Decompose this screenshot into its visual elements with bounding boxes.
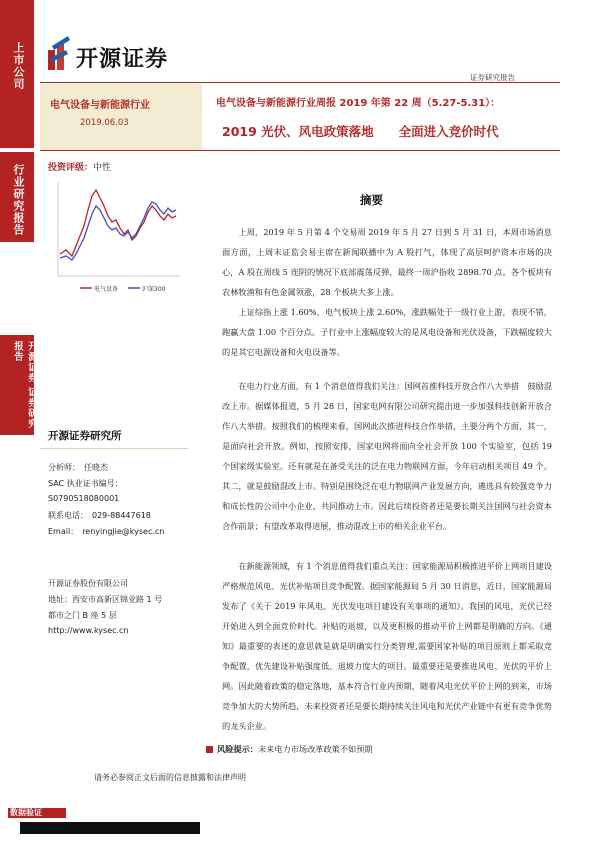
footer-tag-label: 数据验证 <box>10 808 42 817</box>
paragraph-market <box>222 222 552 362</box>
contact-email[interactable]: Email： renyingjie@kysec.cn <box>48 527 165 536</box>
risk-label: 风险提示： <box>217 744 258 754</box>
report-headline: 2019 光伏、风电政策落地 全面进入竞价时代 <box>222 124 499 139</box>
risk-text: 未来电力市场改革政策不如预期 <box>257 744 373 754</box>
chart-svg <box>46 176 184 304</box>
contact-phone: 联系电话： 029-88447618 <box>48 511 151 520</box>
address-line-2: 都市之门 B 座 5 层 <box>48 611 117 620</box>
disclaimer: 请务必参阅正文后面的信息披露和法律声明 <box>94 773 246 782</box>
risk-warning <box>206 744 373 755</box>
report-title: 电气设备与新能源行业周报 2019 年第 22 周（5.27-5.31）： <box>216 98 501 109</box>
header-rule <box>40 82 560 83</box>
rail-top-band <box>0 0 34 148</box>
rail-bottom-label: 开源证券 证券研究报告 <box>12 341 37 430</box>
sac-number: S0790518080001 <box>48 494 120 503</box>
sac-label: SAC 执业证书编号： <box>48 479 123 488</box>
sidebar-separator <box>40 448 188 449</box>
footer-redaction-bar <box>20 822 200 834</box>
website-link[interactable]: http://www.kysec.cn <box>48 626 129 635</box>
paragraph-4: 在新能源领域，有 1 个消息值得我们重点关注：国家能源局积极推进平价上网项目建设 严格规范风电、光伏补贴项目竞争配置。据国家能源局 5 月 30 日消息，近日，国家能源局发布了《关于 2019 年风电、光伏发电项目建设有关事项的通知》。我国的风电，光伏已经开始进入到全面竞价时代。补贴的退坡，以及更积极的推动平价上网都是明确的方向。《通知》最重要的表述的意思就是就是明确实行分类管理,需要国家补贴的项目原则上都采取竞争配置，优先建设补贴强度低、退坡力度大的项目。最重要还是要推进风电、光伏的平价上网。因此随着政策的稳定落地，基本符合行业内预期，随着风电光伏平价上网的到来，市场竞争加大的大势所趋，未来投资者还是要长期持续关注风电和光伏产业链中有更有竞争优势的龙头企业。 <box>222 561 561 731</box>
industry-name: 电气设备与新能源行业 <box>50 100 150 111</box>
paragraph-2: 上证综指上涨 1.60%，电气板块上涨 2.60%，涨跌幅处于一级行业上游，表现不错，跑赢大盘 1.00 个百分点。子行业中上涨幅度较大的是风电设备和光伏设备，下跌幅度较大的是其它电源设备和火电设备等。 <box>222 307 552 357</box>
industry-box <box>40 84 202 150</box>
paragraph-3: 在电力行业方面，有 1 个消息值得我们关注：国网首推科技开放合作八大举措 鼓励混改上市。据媒体报道，5 月 28 日，国家电网有限公司研究提出进一步加强科技创新开放合作八大举措。按照我们的梳理来看，国网此次推进科技合作举措，主要分两个方面，其一，是面向社会开放。例如，按照安排，国家电网将面向全社会开放 100 个实验室，包括 19 个国家级实验室。还有就是在备受关注的泛在电力物联网方面，今年启动相关项目 49 个。其二，就是鼓励混改上市。特别是围绕泛在电力物联网产业发展方向，遴选具有较强竞争力和成长性的公司中小企业，共同推动上市。因此后续投资者还是要长期关注国网与社会资本合作前景；有望改革取得进展，推动混改上市的相关企业平台。 <box>222 381 552 531</box>
investment-rating <box>48 160 111 173</box>
legend-label-hs300: 沪深300 <box>142 286 166 293</box>
rating-label: 投资评级： <box>48 163 94 173</box>
rail-top-label: 上市公司 <box>12 42 25 90</box>
institute-name: 开源证券研究所 <box>48 430 122 442</box>
risk-bullet-icon <box>206 746 213 753</box>
report-date: 2019.06.03 <box>80 118 129 128</box>
header-bottom-rule <box>40 150 560 151</box>
rail-bottom-band <box>0 335 37 435</box>
legend-label-electrical: 电气设备 <box>94 286 119 293</box>
abstract-title: 摘要 <box>360 193 383 207</box>
rail-mid-band <box>0 152 34 242</box>
brand-name: 开源证券 <box>76 47 169 72</box>
report-type: 证券研究报告 <box>470 73 515 82</box>
analyst: 分析师： 任晓杰 <box>48 463 108 472</box>
rail-mid-label: 行业研究报告 <box>12 164 25 236</box>
address-line-1: 地址：西安市高新区锦业路 1 号 <box>48 595 163 604</box>
company-name: 开源证券股份有限公司 <box>48 579 128 588</box>
paragraph-1: 上周，2019 年 5 月第 4 个交易周 2019 年 5 月 27 日到 5 月 31 日，本周市场消息面方面，上周末证监会易主席在新闻联播中为 A 股打气，体现了高层呵护资本市场的决心，A 股在周线 5 连阴的情况下底部震荡反弹，最终一周沪指收 2898.70 点。各个板块有农林牧渔和有色金属领涨，28 个板块大多上涨。 <box>222 227 552 297</box>
logo-mark-icon <box>46 36 72 72</box>
rating-value: 中性 <box>93 163 112 173</box>
relative-performance-chart <box>46 176 184 304</box>
paragraph-power <box>222 376 552 536</box>
paragraph-renewables <box>222 556 561 736</box>
